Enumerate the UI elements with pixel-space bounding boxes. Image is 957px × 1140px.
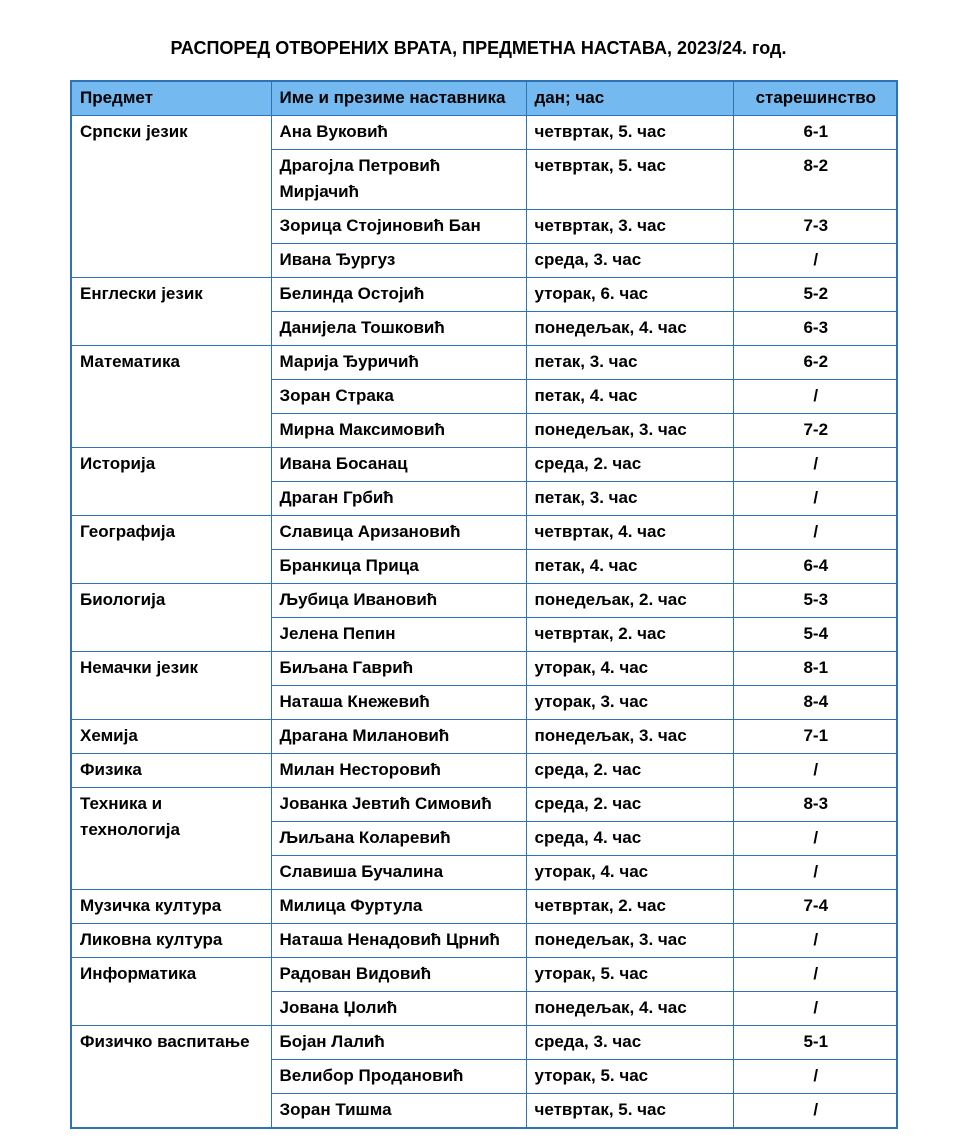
table-row (71, 890, 897, 924)
time-cell: понедељак, 2. час (526, 584, 733, 618)
subject-cell: Биологија (71, 584, 271, 652)
table-row (71, 958, 897, 992)
table-row (71, 584, 897, 618)
teacher-cell: Бранкица Прица (271, 550, 526, 584)
time-cell: четвртак, 4. час (526, 516, 733, 550)
head-class-cell: 8-1 (733, 652, 897, 686)
subject-cell: Физика (71, 754, 271, 788)
subject-cell: Географија (71, 516, 271, 584)
subject-cell: Музичка култура (71, 890, 271, 924)
head-class-cell: / (733, 1060, 897, 1094)
head-class-cell: 5-2 (733, 278, 897, 312)
table-row (71, 754, 897, 788)
subject-cell: Историја (71, 448, 271, 516)
teacher-cell: Бојан Лалић (271, 1026, 526, 1060)
teacher-cell: Белинда Остојић (271, 278, 526, 312)
subject-cell: Математика (71, 346, 271, 448)
table-body (71, 116, 897, 1129)
time-cell: среда, 3. час (526, 244, 733, 278)
table-row (71, 516, 897, 550)
head-class-cell: / (733, 958, 897, 992)
time-cell: среда, 2. час (526, 448, 733, 482)
time-cell: среда, 4. час (526, 822, 733, 856)
head-class-cell: / (733, 1094, 897, 1129)
teacher-cell: Наташа Кнежевић (271, 686, 526, 720)
time-cell: уторак, 3. час (526, 686, 733, 720)
teacher-cell: Славица Аризановић (271, 516, 526, 550)
table-row (71, 448, 897, 482)
head-class-cell: 5-3 (733, 584, 897, 618)
teacher-cell: Радован Видовић (271, 958, 526, 992)
teacher-cell: Зоран Тишма (271, 1094, 526, 1129)
teacher-cell: Биљана Гаврић (271, 652, 526, 686)
teacher-cell: Велибор Продановић (271, 1060, 526, 1094)
subject-cell: Информатика (71, 958, 271, 1026)
time-cell: понедељак, 3. час (526, 924, 733, 958)
time-cell: четвртак, 5. час (526, 1094, 733, 1129)
teacher-cell: Зоран Страка (271, 380, 526, 414)
head-class-cell: 8-3 (733, 788, 897, 822)
head-class-cell: / (733, 992, 897, 1026)
teacher-cell: Мирна Максимовић (271, 414, 526, 448)
teacher-cell: Марија Ђуричић (271, 346, 526, 380)
teacher-cell: Зорица Стојиновић Бан (271, 210, 526, 244)
time-cell: уторак, 5. час (526, 958, 733, 992)
head-class-cell: / (733, 822, 897, 856)
time-cell: уторак, 6. час (526, 278, 733, 312)
teacher-cell: Славиша Бучалина (271, 856, 526, 890)
head-class-cell: 5-1 (733, 1026, 897, 1060)
subject-cell: Хемија (71, 720, 271, 754)
teacher-cell: Љиљана Коларевић (271, 822, 526, 856)
teacher-cell: Ивана Босанац (271, 448, 526, 482)
table-row (71, 652, 897, 686)
table-row (71, 924, 897, 958)
teacher-cell: Љубица Ивановић (271, 584, 526, 618)
teacher-cell: Драгана Милановић (271, 720, 526, 754)
schedule-table (70, 80, 898, 1129)
teacher-cell: Драган Грбић (271, 482, 526, 516)
head-class-cell: 5-4 (733, 618, 897, 652)
time-cell: уторак, 5. час (526, 1060, 733, 1094)
head-class-cell: 7-2 (733, 414, 897, 448)
table-header (71, 81, 897, 116)
header-time: дан; час (526, 81, 733, 116)
table-row (71, 720, 897, 754)
time-cell: уторак, 4. час (526, 652, 733, 686)
subject-cell: Ликовна култура (71, 924, 271, 958)
teacher-cell: Наташа Ненадовић Црнић (271, 924, 526, 958)
subject-cell: Физичко васпитање (71, 1026, 271, 1129)
head-class-cell: 7-1 (733, 720, 897, 754)
subject-cell: Немачки језик (71, 652, 271, 720)
head-class-cell: 7-3 (733, 210, 897, 244)
header-head-class: старешинство (733, 81, 897, 116)
head-class-cell: / (733, 924, 897, 958)
time-cell: понедељак, 4. час (526, 312, 733, 346)
head-class-cell: 8-4 (733, 686, 897, 720)
time-cell: петак, 3. час (526, 346, 733, 380)
time-cell: четвртак, 3. час (526, 210, 733, 244)
teacher-cell: Милан Несторовић (271, 754, 526, 788)
time-cell: понедељак, 4. час (526, 992, 733, 1026)
head-class-cell: 6-1 (733, 116, 897, 150)
time-cell: четвртак, 2. час (526, 890, 733, 924)
header-subject: Предмет (71, 81, 271, 116)
head-class-cell: 6-4 (733, 550, 897, 584)
time-cell: петак, 4. час (526, 380, 733, 414)
teacher-cell: Ивана Ђургуз (271, 244, 526, 278)
time-cell: четвртак, 5. час (526, 116, 733, 150)
time-cell: петак, 4. час (526, 550, 733, 584)
subject-cell: Енглески језик (71, 278, 271, 346)
teacher-cell: Јована Џолић (271, 992, 526, 1026)
time-cell: петак, 3. час (526, 482, 733, 516)
time-cell: четвртак, 5. час (526, 150, 733, 210)
time-cell: понедељак, 3. час (526, 720, 733, 754)
teacher-cell: Милица Фуртула (271, 890, 526, 924)
table-row (71, 1026, 897, 1060)
subject-cell: Српски језик (71, 116, 271, 278)
teacher-cell: Драгојла Петровић Мирјачић (271, 150, 526, 210)
head-class-cell: / (733, 856, 897, 890)
teacher-cell: Јованка Јевтић Симовић (271, 788, 526, 822)
time-cell: среда, 2. час (526, 788, 733, 822)
head-class-cell: 6-2 (733, 346, 897, 380)
teacher-cell: Данијела Тошковић (271, 312, 526, 346)
head-class-cell: / (733, 516, 897, 550)
time-cell: понедељак, 3. час (526, 414, 733, 448)
head-class-cell: / (733, 754, 897, 788)
page-title: РАСПОРЕД ОТВОРЕНИХ ВРАТА, ПРЕДМЕТНА НАСТАВА, 2023/24. год. (170, 38, 787, 58)
time-cell: четвртак, 2. час (526, 618, 733, 652)
head-class-cell: 8-2 (733, 150, 897, 210)
header-teacher: Име и презиме наставника (271, 81, 526, 116)
time-cell: среда, 3. час (526, 1026, 733, 1060)
table-row (71, 788, 897, 822)
teacher-cell: Јелена Пепин (271, 618, 526, 652)
head-class-cell: / (733, 482, 897, 516)
table-row (71, 346, 897, 380)
head-class-cell: 7-4 (733, 890, 897, 924)
head-class-cell: 6-3 (733, 312, 897, 346)
teacher-cell: Ана Вуковић (271, 116, 526, 150)
time-cell: среда, 2. час (526, 754, 733, 788)
head-class-cell: / (733, 448, 897, 482)
subject-cell: Техника и технологија (71, 788, 271, 890)
head-class-cell: / (733, 380, 897, 414)
header-row (71, 81, 897, 116)
table-row (71, 116, 897, 150)
time-cell: уторак, 4. час (526, 856, 733, 890)
head-class-cell: / (733, 244, 897, 278)
table-row (71, 278, 897, 312)
